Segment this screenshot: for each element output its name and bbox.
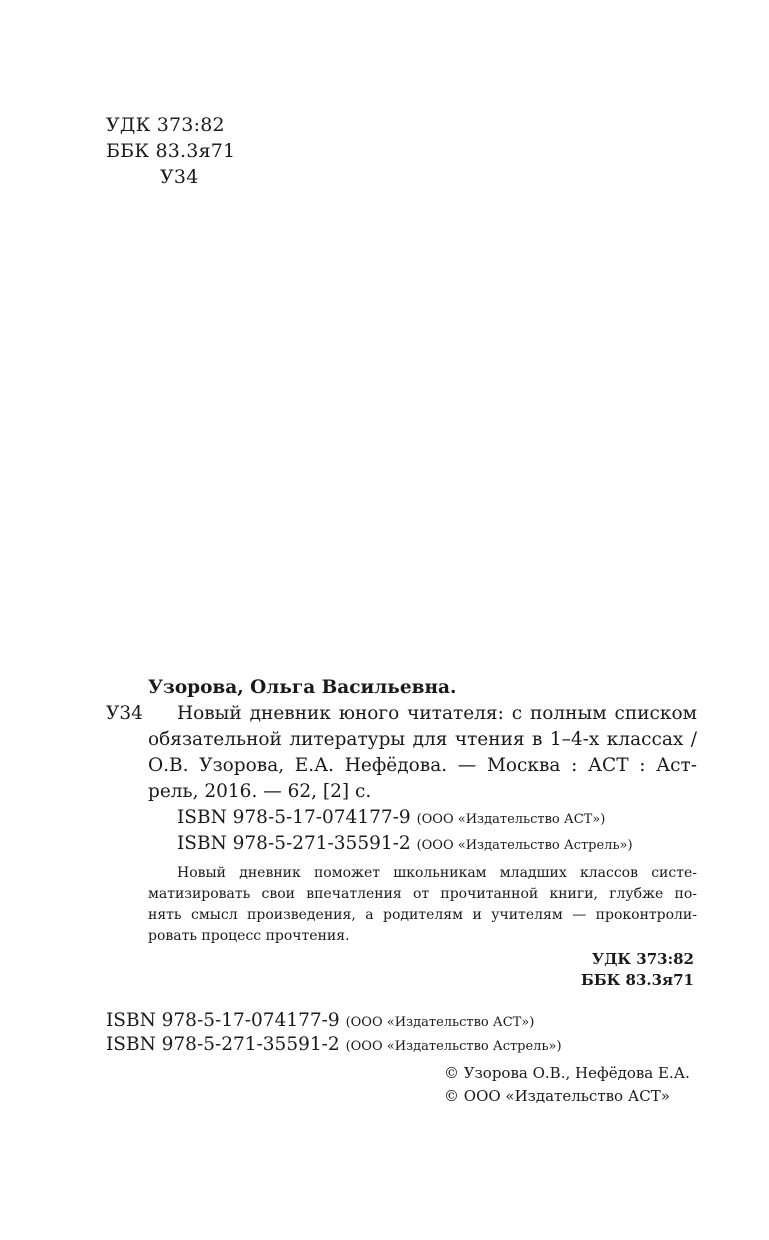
copyright-publisher: © ООО «Издательство АСТ» [444,1087,670,1105]
record-udk: УДК 373:82 [591,950,694,968]
bbk-code: ББК 83.3я71 [106,140,236,162]
record-author-sign: У34 [106,703,143,724]
annotation-line-2: матизировать свои впечатления от прочитанной книги, глубже по- [148,886,697,902]
isbn-publisher: (ООО «Издательство Астрель») [345,1039,562,1054]
isbn-number: ISBN 978-5-271-35591-2 [177,833,411,854]
isbn-number: ISBN 978-5-271-35591-2 [106,1034,340,1055]
isbn-publisher: (ООО «Издательство АСТ») [345,1015,535,1030]
title-line-2: обязательной литературы для чтения в 1–4-х классах / [148,729,697,750]
author-sign: У34 [160,166,199,188]
isbn-publisher: (ООО «Издательство Астрель») [416,838,633,853]
footer-isbn-2 [106,1032,562,1060]
annotation-line-4: ровать процесс прочтения. [148,928,350,944]
title-line-3: О.В. Узорова, Е.А. Нефёдова. — Москва : АСТ : Аст- [148,755,697,776]
isbn-number: ISBN 978-5-17-074177-9 [106,1010,340,1031]
author-name: Узорова, Ольга Васильевна. [148,677,457,698]
record-isbn-2 [177,831,633,859]
isbn-publisher: (ООО «Издательство АСТ») [416,812,606,827]
annotation-line-1: Новый дневник поможет школьникам младших классов систе- [177,865,697,881]
record-bbk: ББК 83.3я71 [581,971,694,989]
title-line-1: Новый дневник юного читателя: с полным списком [177,703,697,724]
title-line-4: рель, 2016. — 62, [2] с. [148,781,372,802]
udk-code: УДК 373:82 [106,114,225,136]
record-isbn-1 [177,805,605,833]
annotation-line-3: нять смысл произведения, а родителям и учителям — проконтроли- [148,907,697,923]
isbn-number: ISBN 978-5-17-074177-9 [177,807,411,828]
copyright-authors: © Узорова О.В., Нефёдова Е.А. [444,1064,690,1082]
